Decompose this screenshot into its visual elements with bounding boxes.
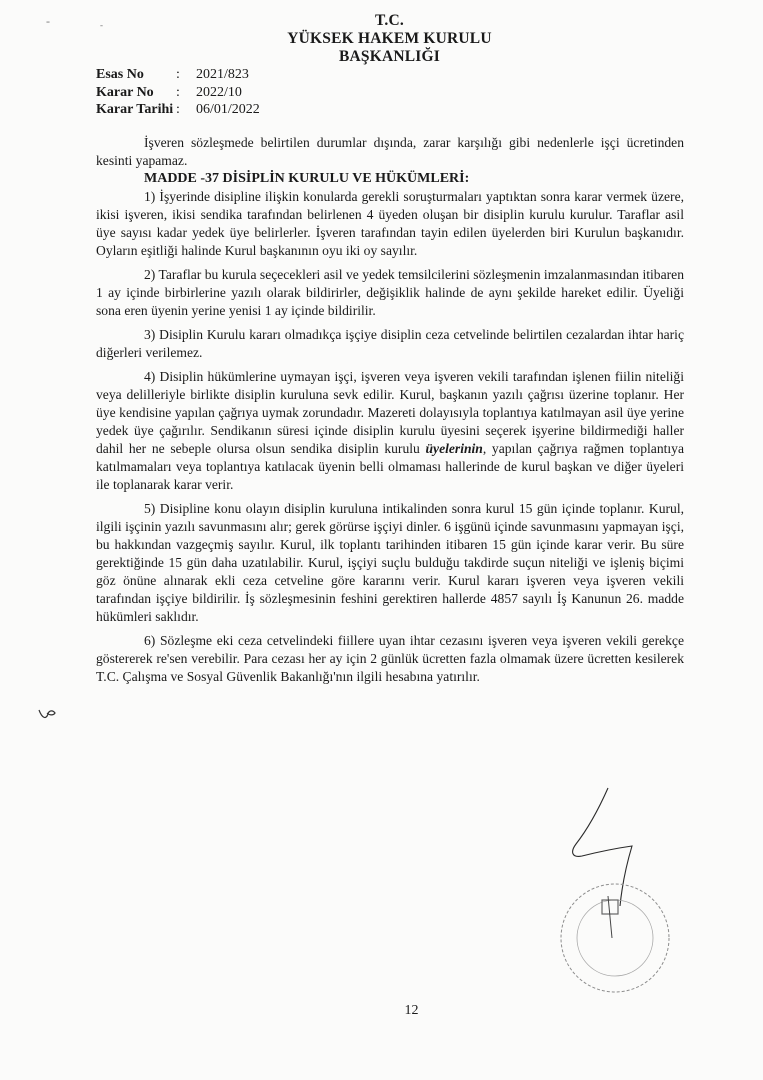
article-paragraph-2: 2) Taraflar bu kurula seçecekleri asil ve yedek temsilcilerini sözleşmenin imzalanmasından itibaren 1 ay içinde birbirlerine yazılı olarak bildirirler, değişiklik halinde de aynı şekilde hareket edilir. Üyeliği sona eren üyenin yerine yenisi 1 ay içinde bildirilir. bbox=[96, 267, 684, 318]
meta-value: 2022/10 bbox=[196, 84, 242, 100]
meta-colon: : bbox=[176, 67, 180, 82]
case-metadata bbox=[96, 66, 260, 119]
meta-value: 06/01/2022 bbox=[196, 102, 260, 117]
scan-speck: - bbox=[46, 14, 50, 28]
header-department: BAŞKANLIĞI bbox=[338, 48, 441, 65]
meta-colon: : bbox=[176, 102, 180, 117]
document-body bbox=[96, 134, 684, 686]
meta-value: 2021/823 bbox=[196, 67, 249, 82]
header-institution: YÜKSEK HAKEM KURULU bbox=[287, 30, 492, 47]
article-paragraph-3: 3) Disiplin Kurulu kararı olmadıkça işçiye disiplin ceza cetvelinde belirtilen cezalardan ihtar hariç diğerleri verilemez. bbox=[96, 327, 684, 360]
meta-row-esas bbox=[96, 66, 260, 84]
article-paragraph-5: 5) Disipline konu olayın disiplin kuruluna intikalinden sonra kurul 15 gün içinde toplanır. Kurul, ilgili işçinin yazılı savunmasını alır; gerek görürse işçiyi dinler. 6 işgünü içinde savunmasını yapmayan işçi, bu hakkından vazgeçmiş sayılır. Kurul, ilk toplantı tarihinden itibaren 15 gün içinde karar verir. Bu süre gerektiğinde 15 gün daha uzatılabilir. Kurul, işçiyi suçlu bulduğu takdirde suçun niteliği ve işleniş biçimi göz önüne alınarak ekli ceza cetveline göre kararını verir. Kurul kararı işveren veya işveren vekili tarafından işçiye bildirilir. İş sözleşmesinin feshini gerektiren hallerde 4857 sayılı İş Kanunun 26. madde hükümleri saklıdır. bbox=[96, 501, 684, 624]
meta-label: Karar No bbox=[96, 84, 154, 100]
intro-paragraph: İşveren sözleşmede belirtilen durumlar dışında, zarar karşılığı gibi nedenlerle işçi ücretinden kesinti yapamaz. bbox=[96, 135, 684, 168]
scan-speck: - bbox=[100, 20, 103, 30]
article-paragraph-1: 1) İşyerinde disipline ilişkin konularda gerekli soruşturmaları yaptıktan sonra karar vermek üzere, ikisi işveren, ikisi sendika tarafından belirlenen 4 üyeden oluşan bir disiplin kurulu kurulur. Taraflar asil üye sayısı kadar yedek üye belirlerler. İşveren tarafından tayin edilen üyelerden biri Kurulun başkanıdır. Oyların eşitliği halinde Kurul başkanının oyu iki oy sayılır. bbox=[96, 189, 684, 258]
meta-colon: : bbox=[176, 84, 180, 100]
header-tc: T.C. bbox=[375, 12, 404, 29]
paragraph-4-text-start: 4) Disiplin hükümlerine uymayan işçi, işveren veya işveren vekili tarafından işlenen fiilin niteliği veya delilleriyle birlikte disiplin kuruluna sevk edilir. Kurul, başkanın yazılı çağrısı üzerine toplanır. Her üye kendisine yapılan çağrıya uymak zorundadır. Mazereti dolayısıyla toplantıya katılmayan asil üye yerine yedek üye çağırılır. Sendikanın süresi içinde disiplin kurulu üyesini seçerek işyerine bildirmediği haller dahil her ne sebeple olursa olsun sendika disiplin kurulu bbox=[96, 369, 684, 456]
meta-row-karar bbox=[96, 84, 260, 102]
handwritten-initial-icon bbox=[36, 706, 58, 724]
official-seal-icon bbox=[540, 878, 690, 998]
paragraph-4-emphasis: üyelerinin bbox=[425, 441, 483, 456]
article-paragraph-4 bbox=[96, 368, 684, 494]
paragraph-4-text-end: , yapılan çağrıya rağmen toplantıya katılmamaları veya toplantıya katılacak üyenin belli olmaması hallerinde de kurul başkan ve diğer üyeleri ile toplanarak karar verir. bbox=[96, 441, 685, 492]
page-number: 12 bbox=[404, 1003, 419, 1018]
article-heading: MADDE -37 DİSİPLİN KURULU VE HÜKÜMLERİ: bbox=[144, 171, 470, 186]
article-paragraph-6: 6) Sözleşme eki ceza cetvelindeki fiillere uyan ihtar cezasını işveren veya işveren vekili gerekçe göstererek re'sen verebilir. Para cezası her ay için 2 günlük ücretten fazla olmamak üzere ücretten kesilerek T.C. Çalışma ve Sosyal Güvenlik Bakanlığı'nın ilgili hesabına yatırılır. bbox=[96, 633, 684, 684]
meta-row-tarih bbox=[96, 101, 260, 119]
meta-label: Esas No bbox=[96, 67, 144, 82]
meta-label: Karar Tarihi bbox=[96, 102, 174, 117]
